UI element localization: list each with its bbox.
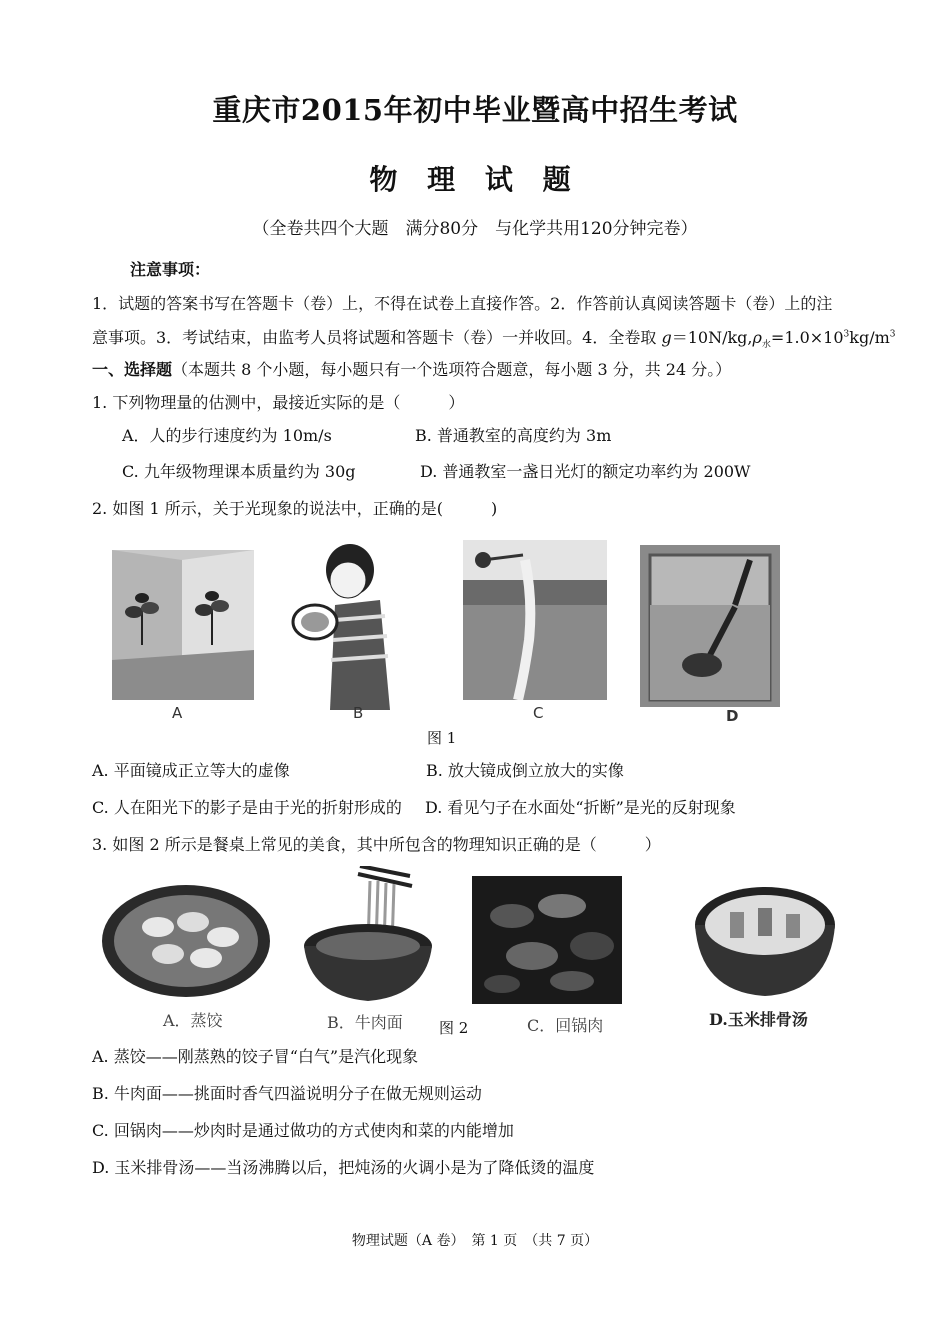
q2-option-d: D. 看见勺子在水面处“折断”是光的反射现象 — [425, 798, 736, 817]
q3-option-a: A. 蒸饺——刚蒸熟的饺子冒“白气”是汽化现象 — [92, 1047, 419, 1066]
q1-option-c: C. 九年级物理课本质量约为 30g — [122, 462, 356, 481]
figure-1-label-c: C — [533, 704, 544, 722]
figure-1-label-a: A — [172, 704, 183, 722]
exam-subtitle: 物 理 试 题 — [369, 163, 581, 196]
exam-title: 重庆市2015年初中毕业暨高中招生考试 — [212, 93, 738, 127]
figure-1-label-d: D — [726, 707, 739, 725]
q1-option-a: A．人的步行速度约为 10m/s — [122, 426, 332, 445]
section-1-heading: 一、选择题（本题共 8 个小题，每小题只有一个选项符合题意，每小题 3 分，共 24 分。） — [92, 360, 732, 379]
notes-line-1: 1．试题的答案书写在答题卡（卷）上，不得在试卷上直接作答。2．作答前认真阅读答题卡（卷）上的注 — [92, 294, 833, 313]
figure-1-label-b: B — [353, 704, 364, 722]
notes-line-2: 意事项。3．考试结束，由监考人员将试题和答题卡（卷）一并收回。4．全卷取 $g=10N/kg,\rho_水=1.0\times 10^3kg/m^3$ — [92, 328, 896, 351]
figure-1-caption: 图 1 — [427, 729, 457, 747]
figure-2-photo-a-dumplings — [98, 882, 274, 1000]
q3-option-c: C. 回锅肉——炒肉时是通过做功的方式使肉和菜的内能增加 — [92, 1121, 514, 1140]
notes-heading: 注意事项： — [130, 260, 211, 279]
exam-info: （全卷共四个大题 满分80分 与化学共用120分钟完卷） — [252, 219, 698, 239]
q2-option-b: B. 放大镜成倒立放大的实像 — [426, 761, 624, 780]
q1-stem: 1. 下列物理量的估测中，最接近实际的是（ ） — [92, 393, 465, 412]
page-footer: 物理试题（A 卷） 第 1 页 （共 7 页） — [351, 1233, 599, 1249]
q2-option-a: A. 平面镜成正立等大的虚像 — [92, 761, 290, 780]
figure-2-photo-b-noodles — [300, 866, 436, 1006]
q3-stem: 3. 如图 2 所示是餐桌上常见的美食，其中所包含的物理知识正确的是（ ） — [92, 835, 661, 854]
figure-2-caption: 图 2 — [439, 1019, 469, 1037]
figure-2-label-b: B．牛肉面 — [327, 1013, 403, 1032]
figure-2-photo-c-pork — [472, 876, 622, 1004]
figure-1-photo-a-mirror — [112, 550, 254, 700]
figure-2-label-c: C．回锅肉 — [527, 1016, 604, 1035]
q2-stem: 2. 如图 1 所示，关于光现象的说法中，正确的是( ) — [92, 499, 498, 518]
figure-1-photo-b-magnifier — [290, 540, 406, 710]
q2-option-c: C. 人在阳光下的影子是由于光的折射形成的 — [92, 798, 402, 817]
figure-2-label-a: A．蒸饺 — [163, 1011, 223, 1030]
q3-option-b: B. 牛肉面——挑面时香气四溢说明分子在做无规则运动 — [92, 1084, 482, 1103]
figure-1-photo-c-shadow — [463, 540, 607, 700]
q1-option-b: B. 普通教室的高度约为 3m — [415, 426, 612, 445]
figure-1-photo-d-spoon — [640, 545, 780, 707]
figure-2-photo-d-soup — [690, 880, 840, 1000]
q3-option-d: D. 玉米排骨汤——当汤沸腾以后，把炖汤的火调小是为了降低烫的温度 — [92, 1158, 595, 1177]
figure-2-label-d: D.玉米排骨汤 — [709, 1010, 808, 1029]
q1-option-d: D. 普通教室一盏日光灯的额定功率约为 200W — [420, 462, 751, 481]
